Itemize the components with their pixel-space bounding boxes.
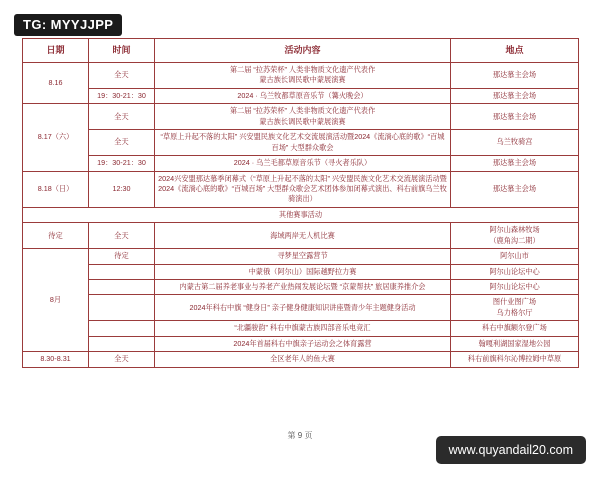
cell-activity: 内蒙古第二届养老事业与养老产业热闹发展论坛暨 “京蒙帮扶” 旅居康养推介会 [155, 280, 451, 295]
schedule-table [22, 38, 579, 368]
header-time: 时间 [89, 39, 155, 63]
cell-place: 科右前旗科尔沁博拉姆中草原 [451, 352, 579, 367]
cell-place: 那达慕主会场 [451, 156, 579, 171]
cell-time [89, 321, 155, 336]
section-title: 其他赛事活动 [23, 207, 579, 222]
cell-time: 待定 [89, 249, 155, 264]
table-row [23, 130, 579, 156]
cell-place: 阿尔山论坛中心 [451, 280, 579, 295]
cell-activity: 2024年科右中旗 “健身日” 亲子健身健康知识讲座暨青少年主题健身活动 [155, 295, 451, 321]
cell-time [89, 295, 155, 321]
cell-date: 8.16 [23, 63, 89, 104]
cell-date: 8.17（六） [23, 104, 89, 171]
cell-time: 12:30 [89, 171, 155, 207]
cell-activity: 寻梦星空露营节 [155, 249, 451, 264]
header-activity: 活动内容 [155, 39, 451, 63]
header-place: 地点 [451, 39, 579, 63]
cell-activity: 2024 · 乌兰牧都草原音乐节（篝火晚会） [155, 88, 451, 103]
cell-date: 8.18（日） [23, 171, 89, 207]
cell-place: 那达慕主会场 [451, 171, 579, 207]
table-row [23, 171, 579, 207]
table-row [23, 280, 579, 295]
table-row [23, 63, 579, 89]
cell-activity: 第二届 “拉苏荣杯” 人类非物质文化遗产代表作 蒙古族长调民歌中蒙展演赛 [155, 63, 451, 89]
table-row [23, 336, 579, 351]
cell-place: 阿尔山论坛中心 [451, 264, 579, 279]
cell-activity: 海域两岸无人机比赛 [155, 223, 451, 249]
table-row [23, 156, 579, 171]
table-row [23, 352, 579, 367]
cell-time: 全天 [89, 63, 155, 89]
cell-place: 乌兰牧骑宫 [451, 130, 579, 156]
cell-time [89, 336, 155, 351]
cell-activity: 第二届 “拉苏荣杯” 人类非物质文化遗产代表作 蒙古族长调民歌中蒙展演赛 [155, 104, 451, 130]
cell-place: 图什业图广场 乌力格尔厅 [451, 295, 579, 321]
cell-activity: “北疆骏韵” 科右中旗蒙古族四部音乐电竞汇 [155, 321, 451, 336]
cell-activity: “草原上升起不落的太阳” 兴安盟民族文化艺术交流展演活动暨2024《流淌心底的歌》“百城百场” 大型群众歌会 [155, 130, 451, 156]
cell-time: 19：30-21：30 [89, 156, 155, 171]
url-watermark: www.quyandail20.com [436, 436, 586, 465]
table-row [23, 249, 579, 264]
cell-time [89, 264, 155, 279]
table-row [23, 264, 579, 279]
cell-date: 待定 [23, 223, 89, 249]
cell-time [89, 280, 155, 295]
cell-place: 科右中旗额尔登广场 [451, 321, 579, 336]
page-number: 第 9 页 [287, 431, 313, 440]
cell-date: 8月 [23, 249, 89, 352]
table-row [23, 223, 579, 249]
section-title-row [23, 207, 579, 222]
cell-date: 8.30-8.31 [23, 352, 89, 367]
cell-place: 翰嘎利湖国家湿地公园 [451, 336, 579, 351]
cell-time: 全天 [89, 352, 155, 367]
header-row [23, 39, 579, 63]
cell-place: 那达慕主会场 [451, 88, 579, 103]
table-row [23, 104, 579, 130]
table-row [23, 88, 579, 103]
cell-activity: 全区老年人的鱼大赛 [155, 352, 451, 367]
table-row [23, 295, 579, 321]
table-row [23, 321, 579, 336]
cell-time: 全天 [89, 223, 155, 249]
cell-activity: 中蒙俄（阿尔山）国际越野拉力赛 [155, 264, 451, 279]
tg-watermark: TG: MYYJJPP [14, 14, 122, 36]
table-body [23, 63, 579, 368]
cell-place: 阿尔山市 [451, 249, 579, 264]
cell-time: 全天 [89, 104, 155, 130]
cell-place: 那达慕主会场 [451, 104, 579, 130]
cell-place: 阿尔山森林牧场 （鹿角沟二期） [451, 223, 579, 249]
cell-time: 19：30-21：30 [89, 88, 155, 103]
schedule-table-wrapper [22, 38, 578, 368]
cell-place: 那达慕主会场 [451, 63, 579, 89]
cell-activity: 2024年首届科右中旗亲子运动会之体育露营 [155, 336, 451, 351]
cell-activity: 2024兴安盟那达慕季闭幕式（“草原上升起不落的太阳” 兴安盟民族文化艺术交流展演活动暨2024《流淌心底的歌》“百城百场” 大型群众歌会艺术团体参加闭幕式演出、科右前旗乌兰牧骑演出） [155, 171, 451, 207]
table-header [23, 39, 579, 63]
header-date: 日期 [23, 39, 89, 63]
cell-activity: 2024 · 乌兰毛都草原音乐节（寻火者乐队） [155, 156, 451, 171]
cell-time: 全天 [89, 130, 155, 156]
